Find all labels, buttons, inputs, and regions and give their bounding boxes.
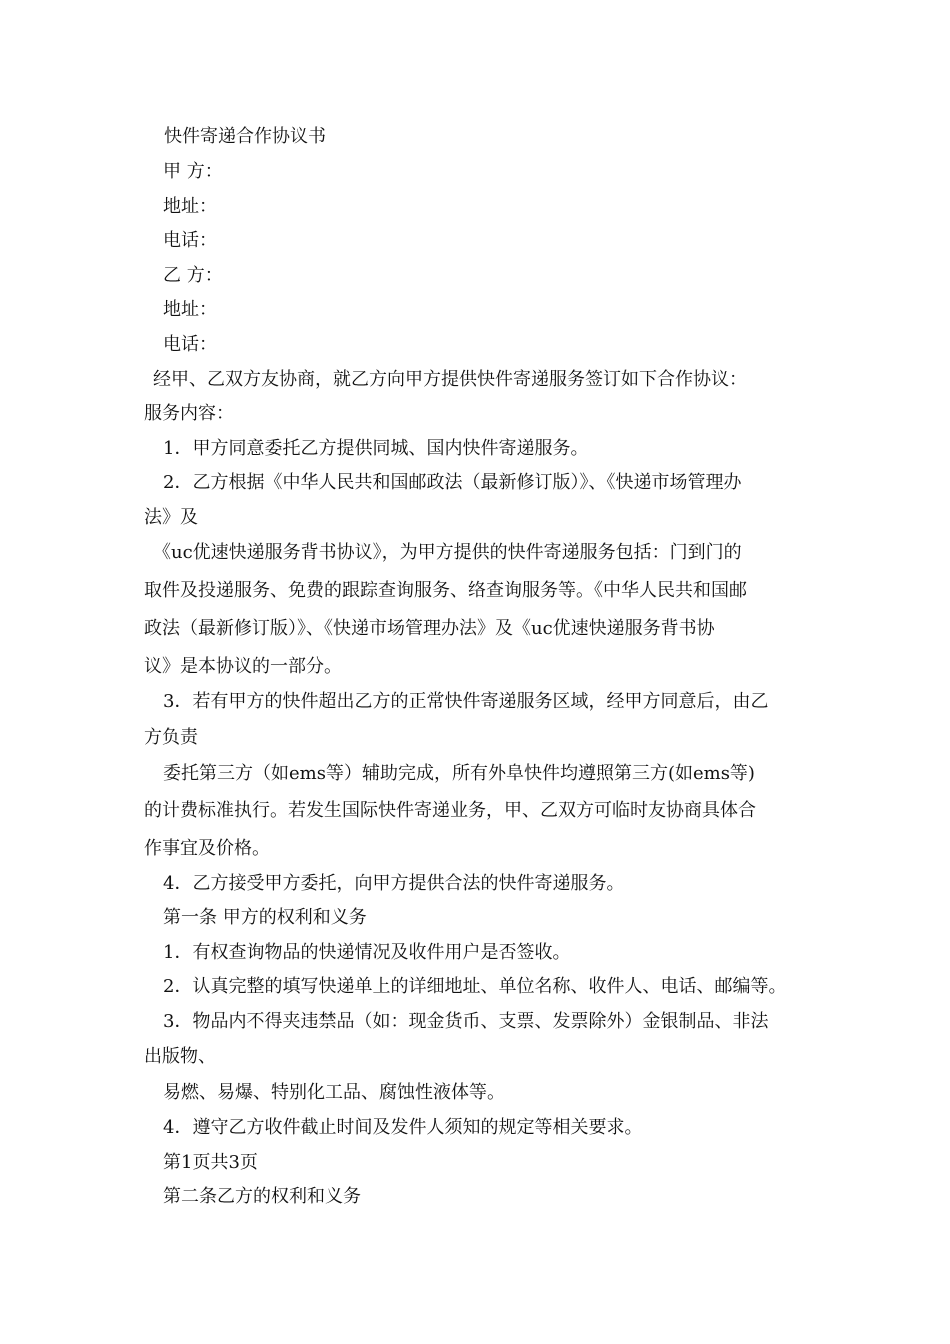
service-item-2-line-2: 法》及 [144, 507, 198, 528]
party-a-address-label: 地址： [163, 196, 217, 217]
article-1-item-3-line-2: 出版物、 [144, 1046, 216, 1067]
article-1-item-3-line-3: 易燃、易爆、特别化工品、腐蚀性液体等。 [163, 1082, 505, 1103]
service-item-2-line-3: 《uc优速快递服务背书协议》，为甲方提供的快件寄递服务包括：门到门的 [153, 542, 742, 563]
service-item-4: 4．乙方接受甲方委托，向甲方提供合法的快件寄递服务。 [163, 873, 625, 894]
service-item-3-line-2: 方负责 [144, 727, 198, 748]
article-1-item-3-line-1: 3．物品内不得夹违禁品（如：现金货币、支票、发票除外）金银制品、非法 [163, 1011, 769, 1032]
party-a-phone-label: 电话： [163, 230, 217, 251]
service-item-1: 1．甲方同意委托乙方提供同城、国内快件寄递服务。 [163, 438, 589, 459]
service-item-2-line-4: 取件及投递服务、免费的跟踪查询服务、络查询服务等。《中华人民共和国邮 [144, 580, 747, 601]
article-2-heading: 第二条乙方的权利和义务 [163, 1186, 361, 1207]
party-b-phone-label: 电话： [163, 334, 217, 355]
party-a-label: 甲 方： [163, 161, 223, 182]
page-footer: 第1页共3页 [163, 1152, 258, 1173]
service-item-2-line-1: 2．乙方根据《中华人民共和国邮政法（最新修订版）》、《快递市场管理办 [163, 472, 742, 493]
preamble-paragraph: 经甲、乙双方友协商，就乙方向甲方提供快件寄递服务签订如下合作协议： [153, 369, 747, 390]
document-title: 快件寄递合作协议书 [164, 126, 326, 147]
service-item-3-line-3: 委托第三方（如ems等）辅助完成，所有外阜快件均遵照第三方(如ems等) [163, 763, 755, 784]
article-1-heading: 第一条 甲方的权利和义务 [163, 907, 367, 928]
service-heading: 服务内容： [144, 403, 234, 424]
service-item-2-line-5: 政法（最新修订版）》、《快递市场管理办法》及《uc优速快递服务背书协 [144, 618, 715, 639]
service-item-3-line-5: 作事宜及价格。 [144, 838, 270, 859]
service-item-2-line-6: 议》是本协议的一部分。 [144, 656, 342, 677]
service-item-3-line-4: 的计费标准执行。若发生国际快件寄递业务，甲、乙双方可临时友协商具体合 [144, 800, 756, 821]
party-b-address-label: 地址： [163, 299, 217, 320]
article-1-item-1: 1．有权查询物品的快递情况及收件用户是否签收。 [163, 942, 571, 963]
party-b-label: 乙 方： [163, 265, 223, 286]
article-1-item-2: 2．认真完整的填写快递单上的详细地址、单位名称、收件人、电话、邮编等。 [163, 976, 787, 997]
article-1-item-4: 4．遵守乙方收件截止时间及发件人须知的规定等相关要求。 [163, 1117, 643, 1138]
service-item-3-line-1: 3．若有甲方的快件超出乙方的正常快件寄递服务区域，经甲方同意后，由乙 [163, 691, 769, 712]
